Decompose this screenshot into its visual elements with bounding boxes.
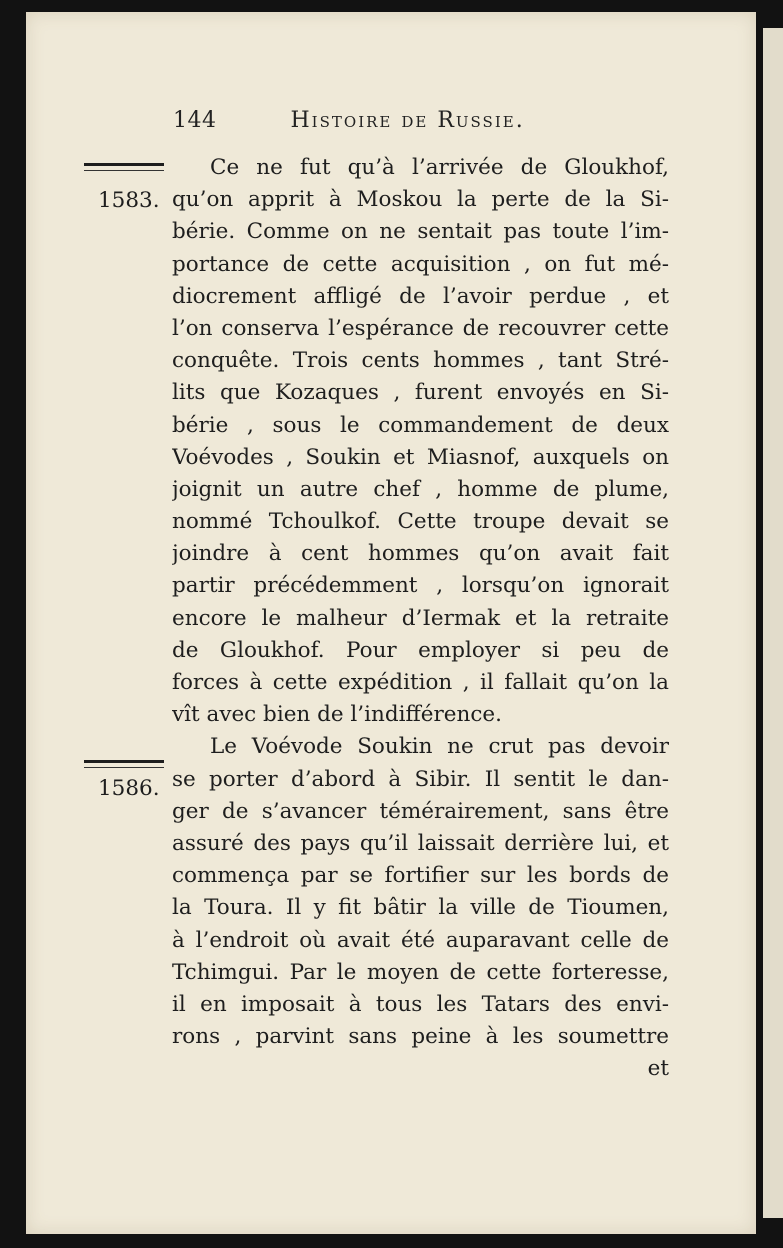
text-line: commença par se fortifier sur les bords de	[172, 863, 669, 889]
text-line: encore le malheur d’Iermak et la retraite	[172, 605, 669, 631]
text-line: lits que Kozaques , furent envoyés en Si-	[172, 380, 669, 406]
margin-rule	[84, 760, 164, 768]
catchword: et	[647, 1056, 669, 1082]
text-line: il en imposait à tous les Tatars des envi-	[172, 991, 669, 1017]
text-line: qu’on apprit à Moskou la perte de la Si-	[172, 187, 669, 213]
margin-rule	[84, 163, 164, 171]
text-line: assuré des pays qu’il laissait derrière lui, et	[172, 830, 669, 856]
text-line: joignit un autre chef , homme de plume,	[172, 476, 669, 502]
text-line: à l’endroit où avait été auparavant celle de	[172, 927, 669, 953]
page-number: 144	[173, 108, 217, 133]
text-line: joindre à cent hommes qu’on avait fait	[172, 541, 669, 567]
text-line: la Toura. Il y fit bâtir la ville de Tioumen,	[172, 895, 669, 921]
text-line: vît avec bien de l’indifférence.	[172, 702, 502, 728]
text-line: l’on conserva l’espérance de recouvrer cette	[172, 315, 669, 341]
next-page-edge	[763, 28, 783, 1218]
text-line: partir précédemment , lorsqu’on ignorait	[172, 573, 669, 599]
running-head	[173, 108, 525, 133]
text-line: bérie , sous le commandement de deux	[172, 412, 669, 438]
text-line: se porter d’abord à Sibir. Il sentit le dan-	[172, 766, 669, 792]
text-line: diocrement affligé de l’avoir perdue , et	[172, 283, 669, 309]
margin-year: 1586.	[98, 776, 160, 801]
text-line: portance de cette acquisition , on fut mé-	[172, 251, 669, 277]
margin-year: 1583.	[98, 188, 160, 213]
text-line: Ce ne fut qu’à l’arrivée de Gloukhof,	[210, 155, 669, 180]
text-line: nommé Tchoulkof. Cette troupe devait se	[172, 509, 669, 535]
paragraph	[172, 152, 669, 731]
text-body	[172, 152, 669, 1085]
text-line: rons , parvint sans peine à les soumettre	[172, 1024, 669, 1050]
text-line: Tchimgui. Par le moyen de cette forteresse,	[172, 959, 669, 985]
paragraph	[172, 731, 669, 1053]
text-line: forces à cette expédition , il fallait qu’on la	[172, 670, 669, 695]
text-line: de Gloukhof. Pour employer si peu de	[172, 637, 669, 663]
running-title: Histoire de Russie.	[290, 108, 525, 133]
text-line: Voévodes , Soukin et Miasnof, auxquels on	[172, 444, 669, 470]
text-line: conquête. Trois cents hommes , tant Stré-	[172, 348, 669, 374]
text-line: Le Voévode Soukin ne crut pas devoir	[210, 734, 669, 760]
text-line: bérie. Comme on ne sentait pas toute l’im-	[172, 219, 669, 245]
text-line: ger de s’avancer témérairement, sans être	[172, 798, 669, 824]
